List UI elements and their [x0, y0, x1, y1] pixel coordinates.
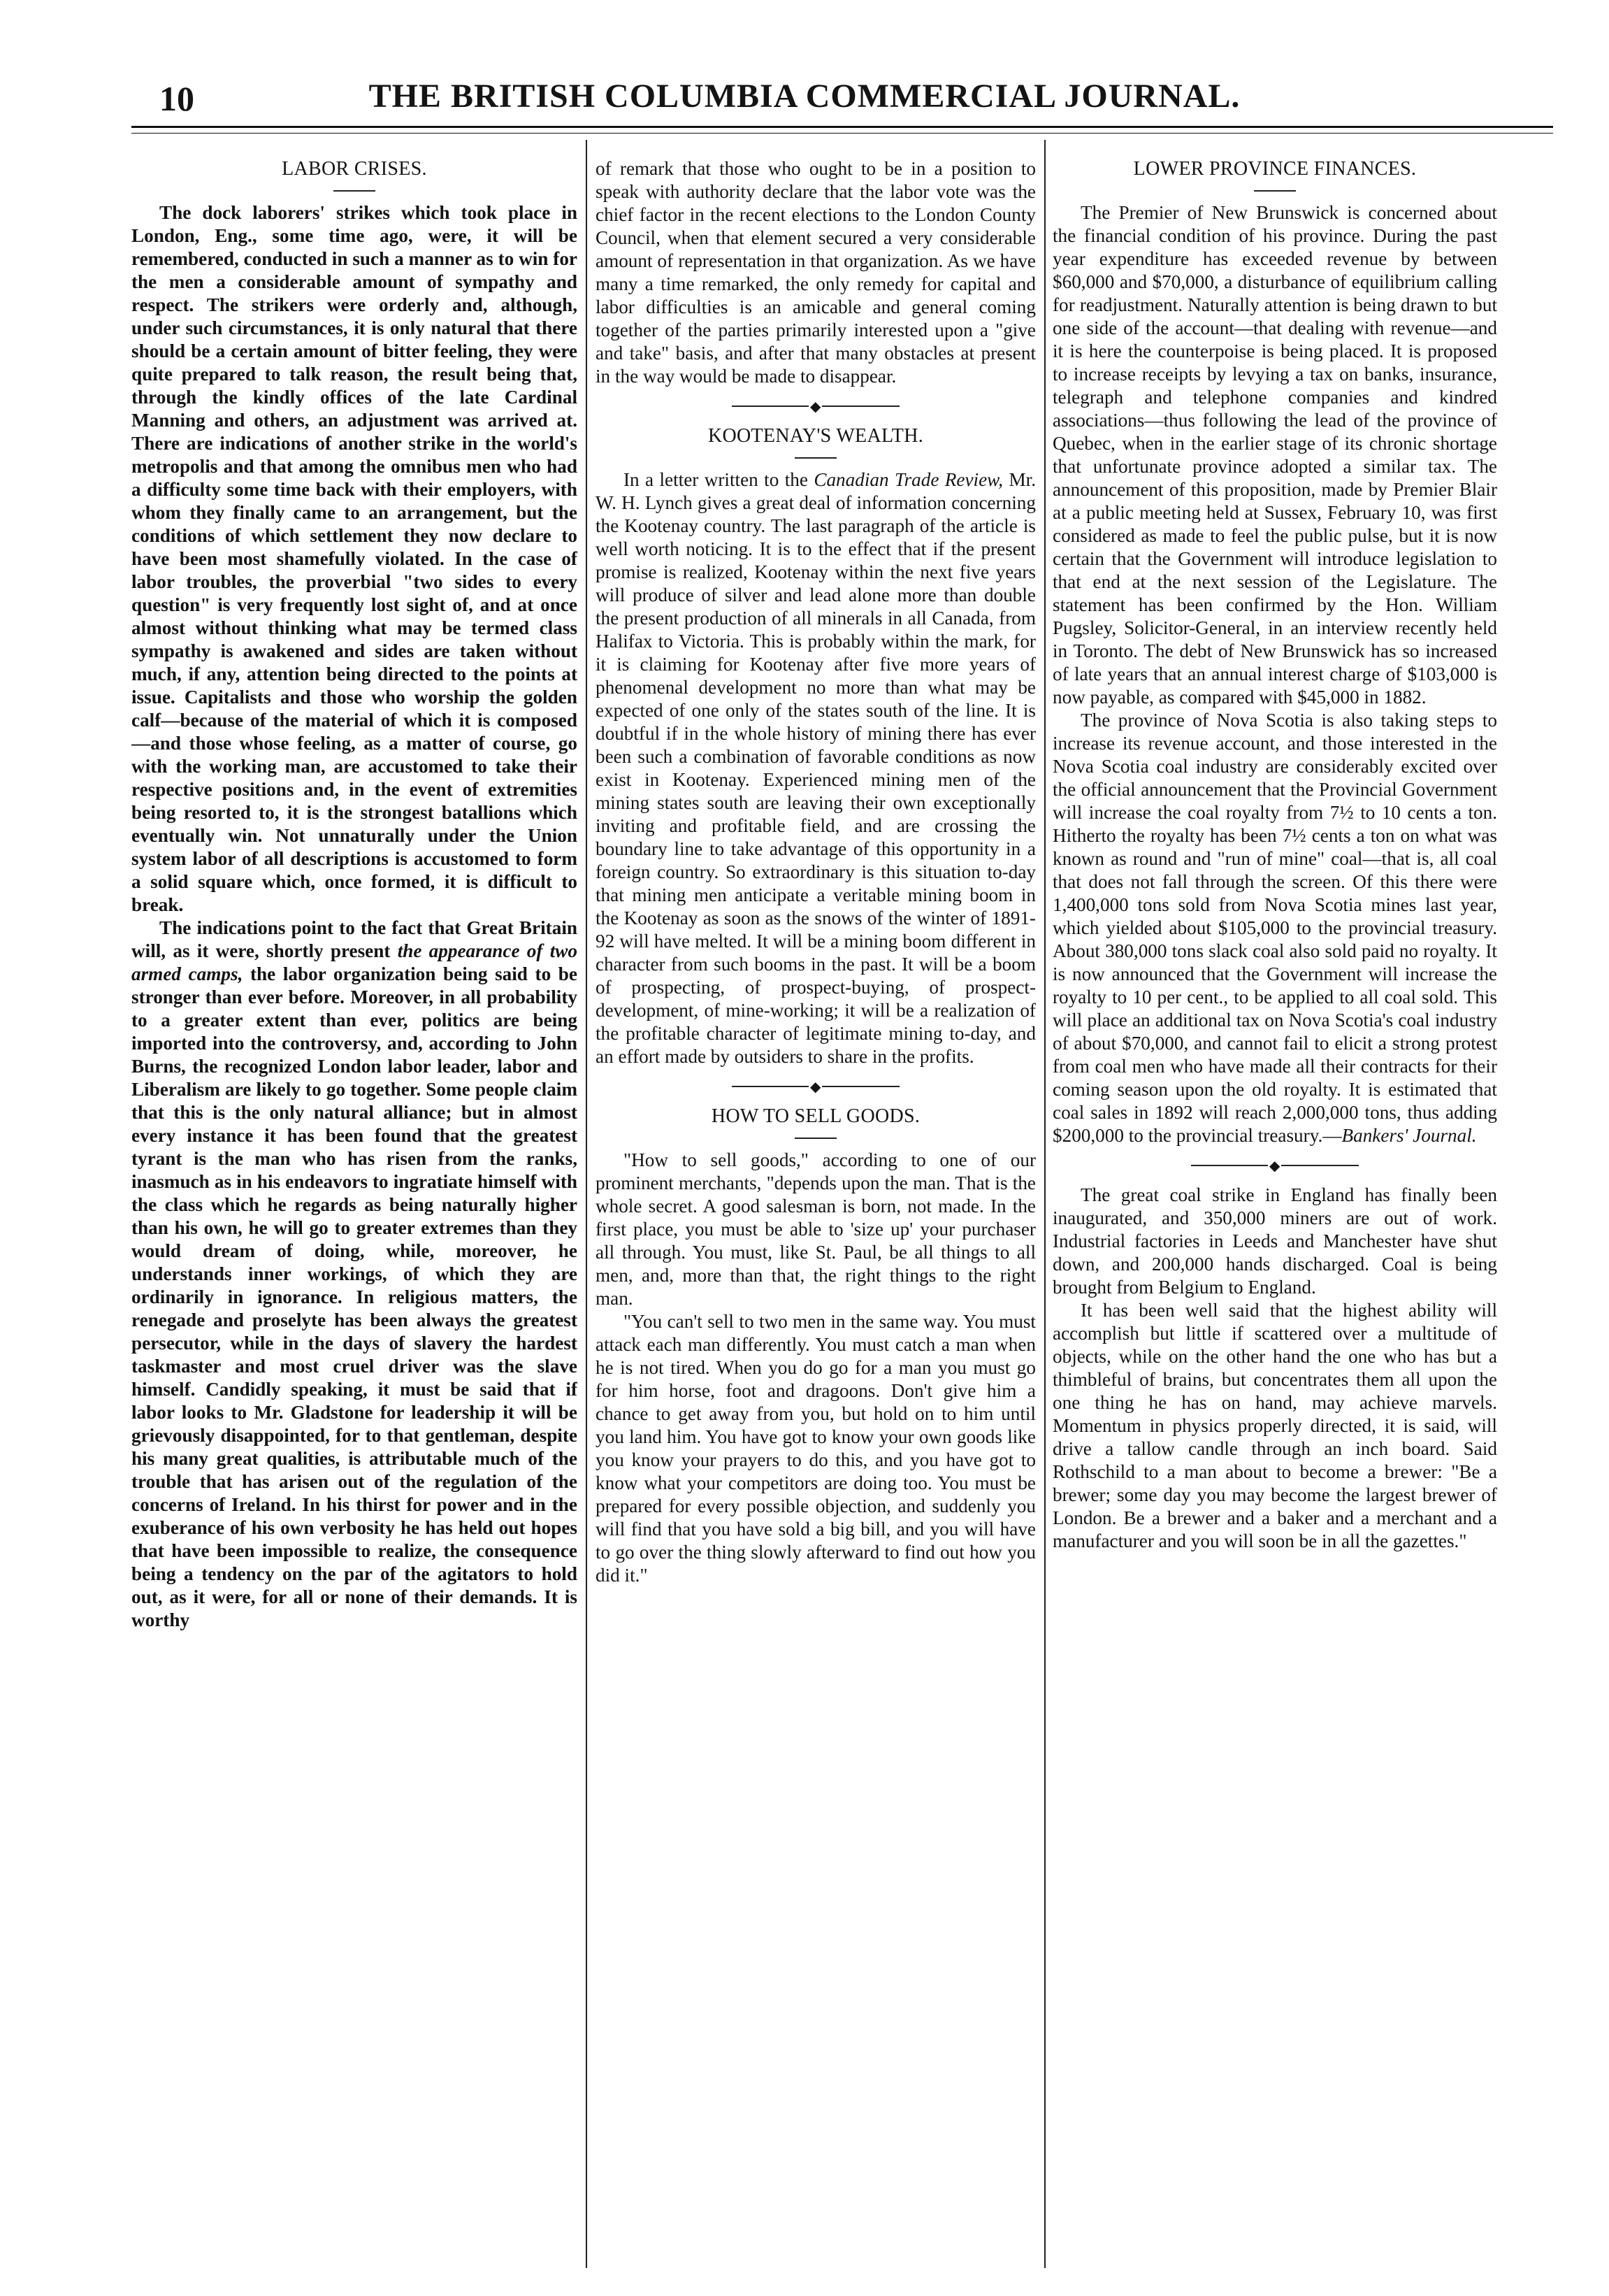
title-rule [1254, 190, 1296, 192]
ability-paragraph: It has been well said that the highest ability will accomplish but little if scattered over a multitude of objects, while on the other hand the one who has but a thimbleful of brains, but concentrates them all upon the one thing he has on hand, may achieve marvels. Momentum in physics properly directed, it is said, will drive a tallow candle through an inch board. Said Rothschild to a man about to become a brewer: "Be a brewer; some day you may become the largest brewer of London. Be a brewer and a baker and a merchant and a manufacturer and you will soon be in all the gazettes." [1053, 1300, 1497, 1551]
article-title-sell-goods: HOW TO SELL GOODS. [711, 1105, 921, 1127]
article-title-kootenay: KOOTENAY'S WEALTH. [707, 425, 924, 447]
lower-province-p2-text: The province of Nova Scotia is also taking steps to increase its revenue account, and those interested in the Nova Scotia coal industry are considerably excited over the official announcement that the Provincial Government will increase the coal royalty from 7½ to 10 cents a ton. Hitherto the royalty has been 7½ cents a ton on what was known as round and "run of mine" coal—that is, all coal that does not fall through the screen. Of this there were 1,400,000 tons sold from Nova Scotia mines last year, which yielded about $105,000 to the provincial treasury. About 380,000 tons slack coal also sold paid no royalty. It is now announced that the Government will increase the royalty to 10 per cent., to be applied to all coal sold. This will place an additional tax on Nova Scotia's coal industry of about $70,000, and cannot fail to elicit a strong protest from coal men who have made all their contracts for their coming season upon the old royalty. It is estimated that coal sales in 1892 will reach 2,000,000 tons, thus adding $200,000 to the provincial treasury.— [1053, 710, 1497, 1146]
kootenay-p1-end: Mr. W. H. Lynch gives a great deal of information concerning the Kootenay country. The last paragraph of the article is well worth noticing. It is to the effect that if the present promise is realized, Kootenay within the next five years will produce of silver and lead alone more than double the present production of all minerals in all Canada, from Halifax to Victoria. This is probably within the mark, for it is claiming for Kootenay after five more years of phenomenal development no more than what may be expected of one only of the states south of the line. It is doubtful if in the whole history of mining there has ever been such a combination of favorable conditions as now exist in Kootenay. Experienced mining men of the mining states south are leaving their own exceptionally inviting and profitable field, and are crossing the boundary line to take advantage of this opportunity in a foreign country. So extraordinary is this situation to-day that mining men anticipate a veritable mining boom in the Kootenay as soon as the snows of the winter of 1891-92 will have melted. It will be a mining boom different in character from such booms in the past. It will be a boom of prospecting, of prospect-buying, of prospect-development, of mine-working; it will be a realization of the profitable character of legitimate mining to-day, and an effort made by outsiders to share in the profits. [596, 469, 1036, 1067]
lower-province-paragraph-2 [1053, 709, 1497, 1147]
section-separator [596, 399, 1036, 413]
column-divider [1044, 140, 1046, 2268]
section-separator [596, 1079, 1036, 1093]
section-separator [1053, 1158, 1497, 1172]
masthead [28, 70, 1581, 126]
kootenay-p1-italic: Canadian Trade Review, [814, 469, 1004, 490]
header-rule [131, 126, 1553, 128]
column-2 [596, 157, 1036, 2261]
header-rule-thin [131, 133, 1553, 134]
sell-goods-paragraph-1: "How to sell goods," according to one of our prominent merchants, "depends upon the man. That is the whole secret. A good salesman is born, not made. In the first place, you must be able to 'size up' your purchaser all through. You must, like St. Paul, be all things to all men, and, more than that, the right things to the right man. [596, 1149, 1036, 1309]
coal-strike-paragraph: The great coal strike in England has finally been inaugurated, and 350,000 miners are out of work. Industrial factories in Leeds and Manchester have shut down, and 200,000 hands discharged. Coal is being brought from Belgium to England. [1053, 1184, 1497, 1298]
title-rule [795, 457, 837, 459]
journal-title: THE BRITISH COLUMBIA COMMERCIAL JOURNAL. [368, 78, 1241, 115]
labor-crises-p2-end: the labor organization being said to be stronger than ever before. Moreover, in all probability to a greater extent than ever, politics are being imported into the controversy, and, according to John Burns, the recognized London labor leader, labor and Liberalism are likely to go together. Some people claim that this is the only natural alliance; but in almost every instance it has been found that the greatest tyrant is the man who has risen from the ranks, inasmuch as in his endeavors to ingratiate himself with the class which he regards as being naturally higher than his own, he will go to greater extremes than they would dream of doing, while, moreover, he understands inner workings, of which they are ordinarily in ignorance. In religious matters, the renegade and proselyte has been always the greatest persecutor, while in the days of slavery the hardest taskmaster and most cruel driver was the slave himself. Candidly speaking, it must be said that if labor looks to Mr. Gladstone for leadership it will be grievously disappointed, for to that gentleman, despite his many great qualities, is attributable much of the trouble that has arisen out of the regulation of the concerns of Ireland. In his thirst for power and in the exuberance of his own verbosity he has held out hopes that have been impossible to realize, the consequence being a tendency on the par of the agitators to hold out, as it were, for all or none of their demands. It is worthy [131, 963, 577, 1630]
column-3 [1053, 157, 1497, 2261]
kootenay-paragraph-1 [596, 468, 1036, 1068]
title-rule [333, 190, 375, 192]
sell-goods-paragraph-2: "You can't sell to two men in the same way. You must attack each man differently. You must catch a man when he is not tired. When you do go for a man you must go for him horse, foot and dragoons. Don't give him a chance to get away from you, but hold on to him until you land him. You have got to know your own goods like you know your prayers to do this, and you have got to know what your competitors are doing too. You must be prepared for every possible objection, and suddenly you will find that you have sold a big bill, and you will have to go over the thing slowly afterward to find out how you did it." [596, 1311, 1036, 1586]
labor-crises-paragraph-1: The dock laborers' strikes which took place in London, Eng., some time ago, were, it will be remembered, conducted in such a manner as to win for the men a considerable amount of sympathy and respect. The strikers were orderly and, although, under such circumstances, it is only natural that there should be a certain amount of bitter feeling, they were quite prepared to talk reason, the result being that, through the kindly offices of the late Cardinal Manning and others, an adjustment was arrived at. There are indications of another strike in the world's metropolis and that among the omnibus men who had a difficulty some time back with their employers, with whom they finally came to an arrangement, but the conditions of which settlement they now declare to have been most shamefully violated. In the case of labor troubles, the proverbial "two sides to every question" is very frequently lost sight of, and at once almost without thinking what may be termed class sympathy is awakened and sides are taken without much, if any, attention being directed to the points at issue. Capitalists and those who worship the golden calf—because of the material of which it is composed—and those whose feeling, as a matter of course, go with the working man, are accustomed to take their respective positions and, in the event of extremities being resorted to, it is the strongest batallions which eventually win. Not unnaturally under the Union system labor of all descriptions is accustomed to form a solid square which, once formed, it is difficult to break. [131, 202, 577, 915]
column-divider [586, 140, 587, 2268]
article-title-labor-crises: LABOR CRISES. [282, 158, 427, 180]
page-number: 10 [159, 79, 194, 118]
title-rule [795, 1138, 837, 1139]
lower-province-attribution: Bankers' Journal. [1341, 1125, 1477, 1146]
labor-crises-p2-italic: the appearance of two armed camps, [131, 940, 577, 984]
article-title-lower-province: LOWER PROVINCE FINANCES. [1133, 158, 1417, 180]
labor-crises-paragraph-2 [131, 917, 577, 1632]
labor-crises-p2-start: The indications point to the fact that Great Britain will, as it were, shortly present [131, 917, 577, 961]
column-1 [131, 157, 577, 2261]
labor-crises-continuation: of remark that those who ought to be in a position to speak with authority declare that the labor vote was the chief factor in the recent elections to the London County Council, when that element secured a very considerable amount of representation in that organization. As we have many a time remarked, the only remedy for capital and labor difficulties is an amicable and general coming together of the parties primarily interested upon a "give and take" basis, and after that many obstacles at present in the way would be made to disappear. [596, 158, 1036, 387]
lower-province-paragraph-1: The Premier of New Brunswick is concerned about the financial condition of his province. During the past year expenditure has exceeded revenue by between $60,000 and $70,000, a disturbance of equilibrium calling for readjustment. Naturally attention is being drawn to but one side of the account—that dealing with revenue—and it is here the counterpoise is being placed. It is proposed to increase receipts by levying a tax on banks, insurance, telegraph and telephone companies and kindred associations—thus following the lead of the province of Quebec, when in the earlier stage of its chronic shortage that unfortunate province adopted a similar tax. The announcement of this proposition, made by Premier Blair at a public meeting held at Sussex, February 10, was first considered as made to feel the public pulse, but it is now certain that the Government will introduce legislation to that end at the next session of the Legislature. The statement has been confirmed by the Hon. William Pugsley, Solicitor-General, in an interview recently held in Toronto. The debt of New Brunswick has so increased of late years that an annual interest charge of $103,000 is now payable, as compared with $45,000 in 1882. [1053, 202, 1497, 708]
kootenay-p1-start: In a letter written to the [623, 469, 814, 490]
